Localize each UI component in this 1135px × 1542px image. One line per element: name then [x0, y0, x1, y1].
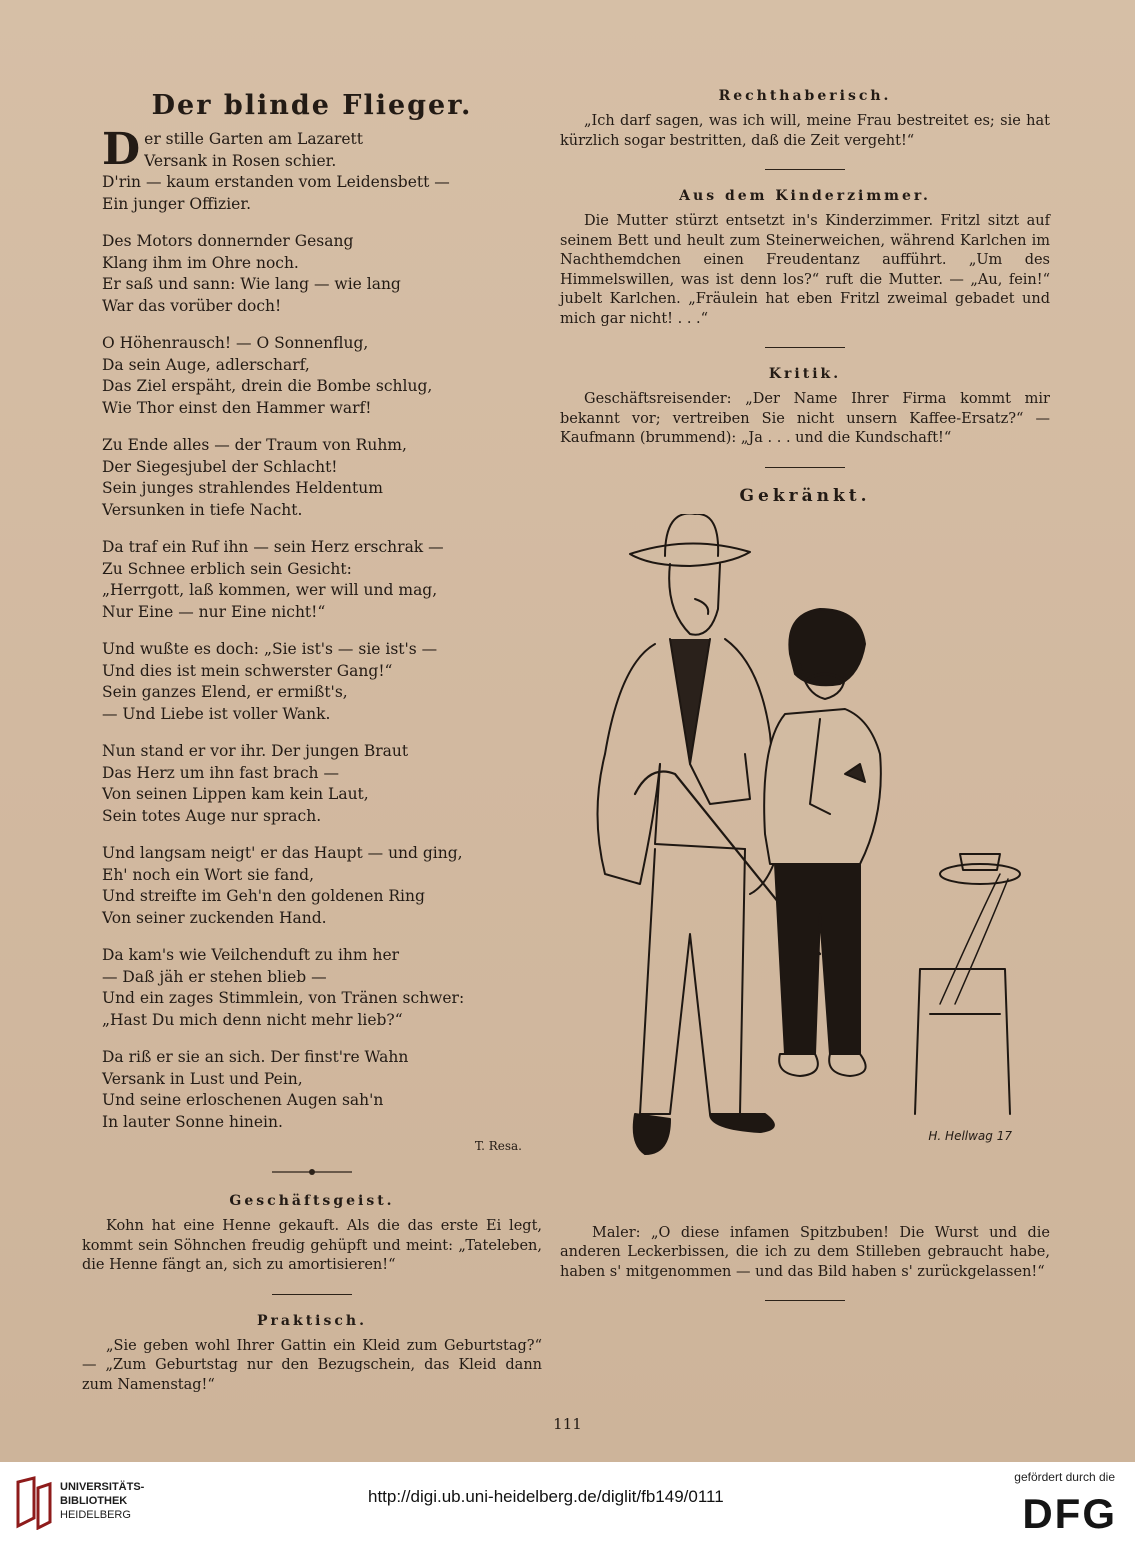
section-title-geschaeftsgeist: Geschäftsgeist. [229, 1193, 395, 1209]
section-title-rechthaberisch: Rechthaberisch. [718, 88, 892, 104]
poem-line: Versunken in tiefe Nacht. [102, 500, 303, 519]
left-column [82, 90, 542, 1399]
library-name-line2: BIBLIOTHEK [60, 1495, 128, 1507]
poem-line: Klang ihm im Ohre noch. [102, 253, 299, 272]
poem-line: Nur Eine — nur Eine nicht!“ [102, 602, 326, 621]
dfg-logo: DFG [1022, 1490, 1117, 1537]
poem-line: Versank in Rosen schier. [144, 151, 337, 170]
poem-line: Von seiner zuckenden Hand. [102, 908, 327, 927]
poem-stanza [102, 231, 542, 317]
joke-geschaeftsgeist: Kohn hat eine Henne gekauft. Als die das erste Ei legt, kommt sein Söhnchen freudig gehüpft und meint: „Tateleben, die Henne fängt an, sich zu amortisieren!“ [82, 1218, 542, 1273]
cartoon-illustration [560, 514, 1050, 1224]
poem-line: Eh' noch ein Wort sie fand, [102, 865, 315, 884]
poem-author: T. Resa. [474, 1139, 522, 1153]
poem-line: Er saß und sann: Wie lang — wie lang [102, 275, 401, 293]
poem-line: Da sein Auge, adlerscharf, [102, 355, 310, 374]
cartoon-drawing [560, 514, 1050, 1224]
divider [765, 467, 845, 468]
poem-line: In lauter Sonne hinein. [102, 1112, 283, 1131]
library-name-line3: HEIDELBERG [60, 1509, 131, 1521]
funded-by-label: gefördert durch die [1014, 1470, 1115, 1484]
poem-line: Das Herz um ihn fast brach — [102, 763, 339, 782]
poem-line: Und wußte es doch: „Sie ist's — sie ist's — [102, 640, 438, 658]
poem-line: Zu Ende alles — der Traum von Ruhm, [102, 436, 407, 454]
poem-dropcap: D [102, 124, 141, 175]
poem-line: O Höhenrausch! — O Sonnenflug, [102, 334, 369, 352]
poem-line: War das vorüber doch! [102, 296, 282, 315]
poem-line: er stille Garten am Lazarett [144, 130, 364, 148]
ornament-divider [82, 1165, 542, 1181]
poem-stanza [102, 843, 542, 929]
digitization-footer [0, 1462, 1135, 1542]
poem-line: Und langsam neigt' er das Haupt — und ging, [102, 844, 463, 862]
poem-stanza [102, 435, 542, 521]
library-name-line1: UNIVERSITÄTS- [60, 1481, 145, 1493]
poem-stanza [102, 741, 542, 827]
poem-line: Und dies ist mein schwerster Gang!“ [102, 661, 393, 680]
poem-line: Da kam's wie Veilchenduft zu ihm her [102, 946, 400, 964]
section-title-praktisch: Praktisch. [257, 1312, 367, 1329]
poem-line: Sein totes Auge nur sprach. [102, 806, 322, 825]
poem-stanza [102, 333, 542, 419]
cartoon-caption: Maler: „O diese infamen Spitzbuben! Die Wurst und die anderen Leckerbissen, die ich zu dem Stilleben gebraucht habe, haben s' mitgenommen — und das Bild haben s' zurückgelassen!“ [560, 1224, 1050, 1280]
poem-line: Sein junges strahlendes Heldentum [102, 479, 383, 497]
poem-line: Das Ziel erspäht, drein die Bombe schlug, [102, 377, 433, 395]
poem-stanza [102, 537, 542, 623]
divider [272, 1294, 352, 1295]
poem-line: Des Motors donnernder Gesang [102, 232, 354, 250]
poem-line: Und streifte im Geh'n den goldenen Ring [102, 887, 425, 905]
poem-line: Von seinen Lippen kam kein Laut, [102, 785, 369, 803]
poem-line: Zu Schnee erblich sein Gesicht: [102, 559, 352, 578]
poem-line: Wie Thor einst den Hammer warf! [102, 398, 372, 417]
library-name [60, 1480, 144, 1522]
artist-signature: H. Hellwag 17 [928, 1128, 1012, 1143]
section-title-kritik: Kritik. [768, 366, 842, 382]
divider [765, 1300, 845, 1301]
poem-line: Ein junger Offizier. [102, 194, 251, 213]
ub-heidelberg-logo [14, 1474, 54, 1530]
poem-line: Versank in Lust und Pein, [102, 1069, 303, 1088]
poem-line: Der Siegesjubel der Schlacht! [102, 457, 338, 476]
divider [765, 347, 845, 348]
section-title-kinderzimmer: Aus dem Kinderzimmer. [679, 188, 931, 204]
joke-kritik: Geschäftsreisender: „Der Name Ihrer Firma kommt mir bekannt vor; vertreiben Sie nicht unsern Kaffee-Ersatz?“ — Kaufmann (brummend): „Ja . . . und die Kundschaft!“ [560, 391, 1050, 446]
poem-line: Und ein zages Stimmlein, von Tränen schwer: [102, 989, 465, 1007]
poem-stanza [102, 1047, 542, 1133]
poem-line: — Und Liebe ist voller Wank. [102, 704, 331, 723]
poem-stanza [102, 639, 542, 725]
section-title-gekraenkt: Gekränkt. [739, 485, 871, 506]
joke-kinderzimmer: Die Mutter stürzt entsetzt in's Kinderzimmer. Fritzl sitzt auf seinem Bett und heult zum Steinerweichen, während Karlchen im Nachthemdchen einen Freudentanz aufführt. „Um des Himmelswillen, was ist denn los?“ ruft die Mutter. — „Au, fein!“ jubelt Karlchen. „Fräulein hat eben Fritzl zweimal gebadet und mich gar nicht! . . .“ [560, 213, 1050, 327]
poem-line: „Herrgott, laß kommen, wer will und mag, [102, 581, 438, 599]
poem-title: Der blinde Flieger. [151, 90, 473, 121]
poem-line: Und seine erloschenen Augen sah'n [102, 1091, 384, 1109]
joke-praktisch: „Sie geben wohl Ihrer Gattin ein Kleid zum Geburtstag?“ — „Zum Geburtstag nur den Bezugschein, das Kleid dann zum Namenstag!“ [82, 1337, 542, 1393]
permalink-url[interactable]: http://digi.ub.uni-heidelberg.de/diglit/fb149/0111 [368, 1487, 724, 1506]
joke-rechthaberisch: „Ich darf sagen, was ich will, meine Frau bestreitet es; sie hat kürzlich sogar bestritten, daß die Zeit vergeht!“ [560, 113, 1050, 149]
poem-line: Da traf ein Ruf ihn — sein Herz erschrak — [102, 538, 444, 556]
poem-stanza [102, 945, 542, 1031]
poem-line: Nun stand er vor ihr. Der jungen Braut [102, 742, 409, 760]
poem-line: — Daß jäh er stehen blieb — [102, 967, 327, 986]
poem-stanza [102, 124, 542, 215]
library-logo-icon [14, 1474, 54, 1530]
poem-line: Da riß er sie an sich. Der finst're Wahn [102, 1048, 409, 1066]
poem-line: D'rin — kaum erstanden vom Leidensbett — [102, 173, 450, 191]
page-number: 111 [553, 1415, 582, 1433]
ornament-icon [272, 1167, 352, 1177]
right-column [560, 88, 1050, 1319]
poem-line: „Hast Du mich denn nicht mehr lieb?“ [102, 1010, 403, 1029]
divider [765, 169, 845, 170]
poem-line: Sein ganzes Elend, er ermißt's, [102, 683, 348, 701]
